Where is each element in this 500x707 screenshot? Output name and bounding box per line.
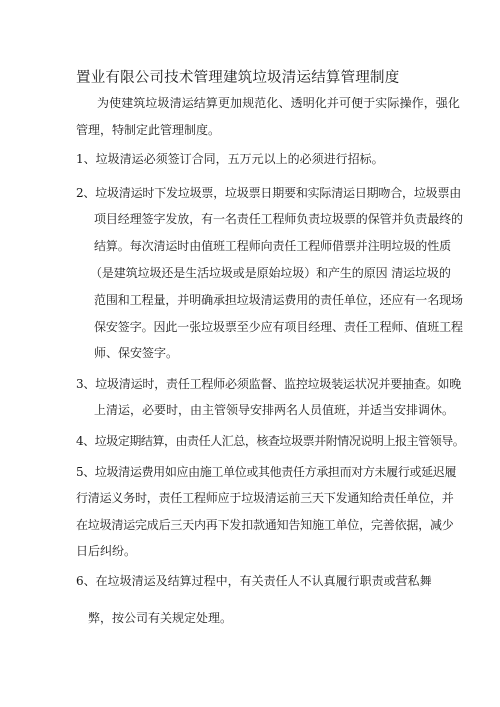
item-5-line-4: 日后纠纷。 xyxy=(76,544,137,558)
item-2-line-1: 2、垃圾清运时下发垃圾票，垃圾票日期要和实际清运日期吻合，垃圾票由 xyxy=(76,186,462,200)
document-title: 置业有限公司技术管理建筑垃圾清运结算管理制度 xyxy=(76,70,400,86)
item-2-line-3: 结算。每次清运时由值班工程师向责任工程师借票并注明垃圾的性质 xyxy=(94,239,452,253)
item-1-line-1: 1、垃圾清运必须签订合同，五万元以上的必须进行招标。 xyxy=(76,152,384,166)
item-2-line-2: 项目经理签字发放，有一名责任工程师负责垃圾票的保管并负责最终的 xyxy=(94,212,463,226)
item-5-line-1: 5、垃圾清运费用如应由施工单位或其他责任方承担而对方未履行或延迟履 xyxy=(76,465,457,479)
item-4-line-1: 4、垃圾定期结算，由责任人汇总，核查垃圾票并附情况说明上报主管领导。 xyxy=(76,434,465,448)
item-3-line-2: 上清运，必要时，由主管领导安排两名人员值班，并适当安排调休。 xyxy=(94,403,455,417)
item-2-line-7: 师、保安签字。 xyxy=(94,346,179,360)
item-5-line-2: 行清运义务时，责任工程师应于垃圾清运前三天下发通知给责任单位，并 xyxy=(76,491,454,505)
item-2-line-6: 保安签字。因此一张垃圾票至少应有项目经理、责任工程师、值班工程 xyxy=(94,320,463,334)
intro-line-1: 为使建筑垃圾清运结算更加规范化、透明化并可便于实际操作，强化 xyxy=(97,96,461,110)
item-3-line-1: 3、垃圾清运时，责任工程师必须监督、监控垃圾装运状况并要抽查。如晚 xyxy=(76,377,462,391)
item-2-line-5: 范围和工程量，并明确承担垃圾清运费用的责任单位，还应有一名现场 xyxy=(94,293,463,307)
item-2-line-4: （是建筑垃圾还是生活垃圾或是原始垃圾）和产生的原因 清运垃圾的 xyxy=(90,266,451,280)
intro-line-2: 管理，特制定此管理制度。 xyxy=(76,123,221,137)
item-6-line-1: 6、在垃圾清运及结算过程中，有关责任人不认真履行职责或营私舞 xyxy=(76,574,432,588)
item-6-line-2: 弊，按公司有关规定处理。 xyxy=(88,611,233,625)
item-5-line-3: 在垃圾清运完成后三天内再下发扣款通知告知施工单位，完善依据，减少 xyxy=(76,518,454,532)
